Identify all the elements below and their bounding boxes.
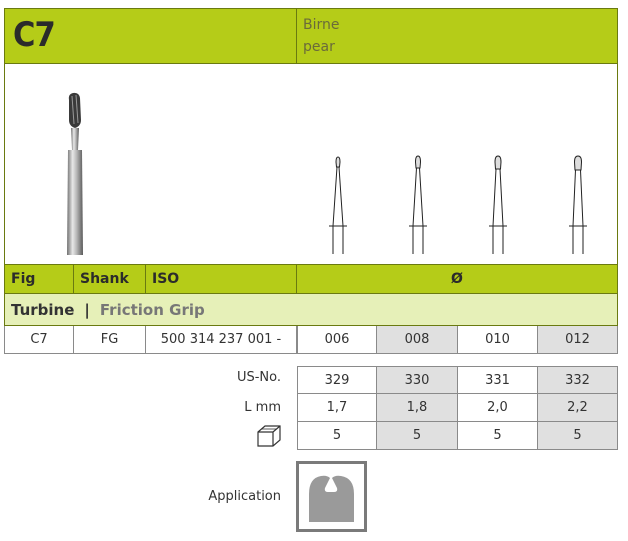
bur-drawing-012	[563, 154, 593, 256]
category-grip: Friction Grip	[99, 300, 205, 319]
product-iso-cell: 500 314 237 001 -	[146, 326, 297, 354]
product-shank-cell: FG	[74, 326, 146, 354]
length-label: L mm	[244, 400, 281, 415]
length-cell: 2,0	[458, 394, 538, 422]
product-image-panel	[4, 64, 618, 264]
size-cell: 012	[538, 326, 618, 354]
pack-cell: 5	[377, 422, 458, 450]
us-no-label: US-No.	[236, 370, 281, 385]
product-name-header	[297, 8, 618, 64]
column-header-diameter: Ø	[297, 264, 618, 294]
product-name-english: pear	[303, 39, 335, 55]
product-fig-cell: C7	[4, 326, 74, 354]
us-no-cell: 332	[538, 366, 618, 394]
product-code-header	[4, 8, 297, 64]
package-box-icon	[256, 423, 282, 449]
column-header-iso: ISO	[146, 264, 297, 294]
bur-drawing-006	[323, 154, 353, 256]
pack-cell: 5	[538, 422, 618, 450]
us-no-cell: 329	[297, 366, 377, 394]
length-cell: 1,8	[377, 394, 458, 422]
size-cell: 008	[377, 326, 458, 354]
bur-drawing-008	[403, 154, 433, 256]
bur-photo-image	[55, 90, 95, 260]
product-name-german: Birne	[303, 17, 340, 33]
column-header-fig: Fig	[4, 264, 74, 294]
size-cell: 006	[297, 326, 377, 354]
application-box	[296, 461, 367, 532]
length-cell: 2,2	[538, 394, 618, 422]
tooth-cavity-icon	[299, 464, 364, 529]
us-no-cell: 331	[458, 366, 538, 394]
pack-cell: 5	[297, 422, 377, 450]
pack-cell: 5	[458, 422, 538, 450]
length-cell: 1,7	[297, 394, 377, 422]
bur-drawing-010	[483, 154, 513, 256]
size-cell: 010	[458, 326, 538, 354]
us-no-cell: 330	[377, 366, 458, 394]
column-header-shank: Shank	[74, 264, 146, 294]
application-label: Application	[208, 489, 281, 504]
category-separator: |	[84, 300, 90, 319]
category-type: Turbine	[11, 300, 75, 319]
category-row	[4, 294, 618, 326]
product-code: C7	[13, 15, 55, 55]
